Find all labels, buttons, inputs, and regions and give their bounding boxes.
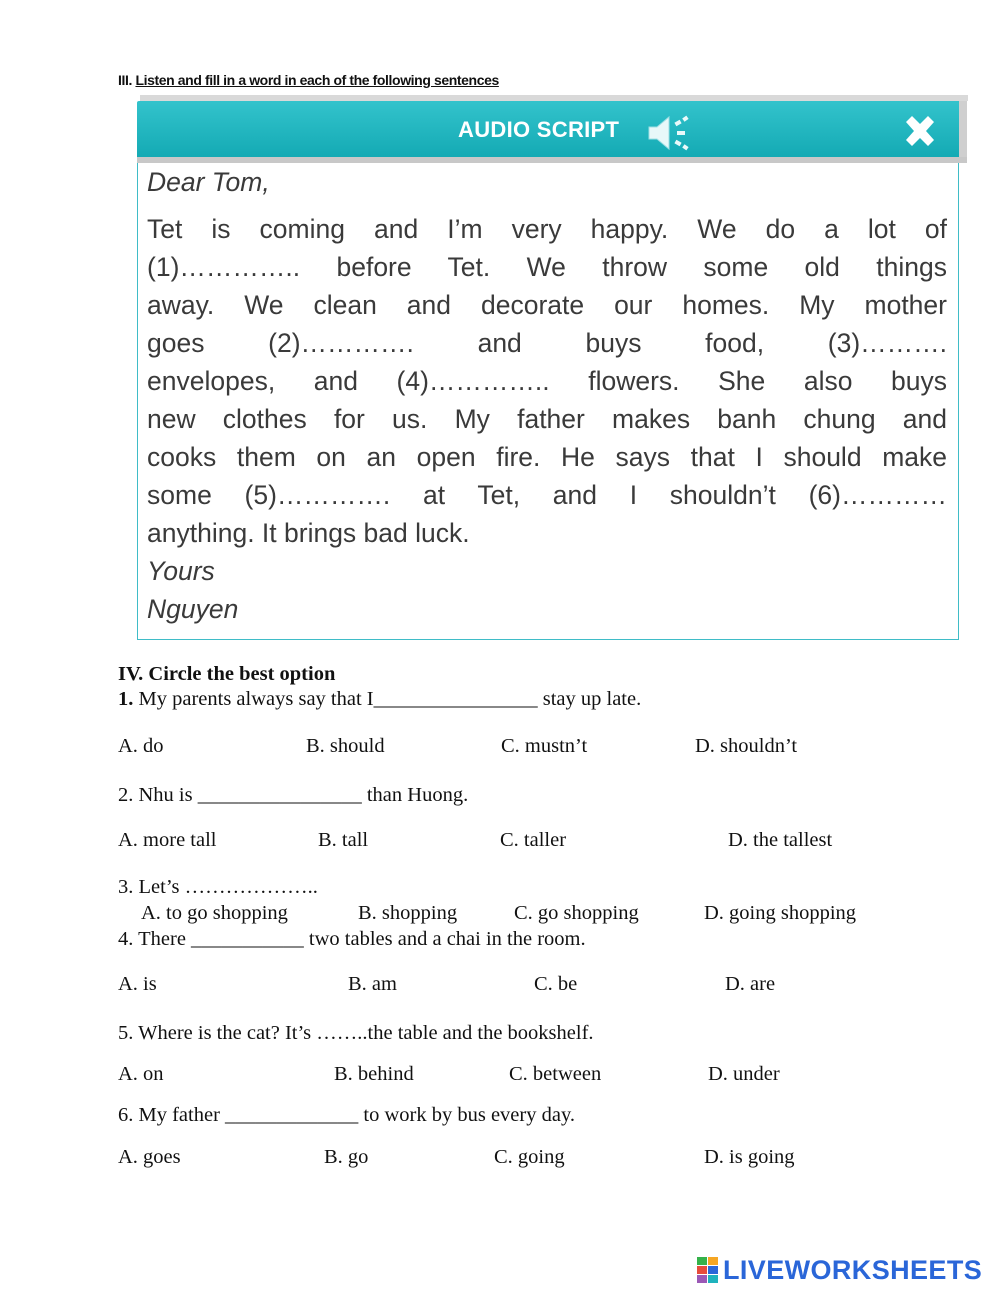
- option-1b[interactable]: B. should: [306, 735, 385, 757]
- option-4d[interactable]: D. are: [725, 973, 776, 995]
- option-6a[interactable]: A. goes: [118, 1146, 181, 1168]
- option-4b[interactable]: B. am: [348, 973, 397, 995]
- option-3b[interactable]: B. shopping: [358, 902, 458, 924]
- question-4: 4. There ___________ two tables and a chai in the room.: [118, 928, 586, 950]
- liveworksheets-logo[interactable]: [697, 1255, 982, 1285]
- option-1c[interactable]: C. mustn’t: [501, 735, 588, 757]
- liveworksheets-logo-icon: [697, 1257, 719, 1283]
- option-4a[interactable]: A. is: [118, 973, 157, 995]
- question-2: 2. Nhu is ________________ than Huong.: [118, 784, 469, 806]
- option-5c[interactable]: C. between: [509, 1063, 602, 1085]
- letter-body: [147, 210, 947, 552]
- section-3-number: III.: [118, 72, 132, 88]
- option-1a[interactable]: A. do: [118, 735, 164, 757]
- option-2c[interactable]: C. taller: [500, 829, 567, 851]
- letter-signature: Nguyen: [147, 594, 239, 624]
- question-3: 3. Let’s ………………..: [118, 876, 318, 898]
- question-5: 5. Where is the cat? It’s ……..the table and the bookshelf.: [118, 1022, 594, 1044]
- option-6c[interactable]: C. going: [494, 1146, 565, 1168]
- letter-line: Tet is coming and I’m very happy. We do a lot of: [147, 214, 947, 244]
- option-2d[interactable]: D. the tallest: [728, 829, 833, 851]
- option-6d[interactable]: D. is going: [704, 1146, 795, 1168]
- option-5d[interactable]: D. under: [708, 1063, 780, 1085]
- audio-card-title: AUDIO SCRIPT: [458, 117, 620, 142]
- letter-line: envelopes, and (4)………….. flowers. She also buys: [147, 366, 947, 396]
- question-1-text: My parents always say that I________________ stay up late.: [133, 688, 642, 710]
- close-icon[interactable]: [900, 112, 940, 150]
- option-2a[interactable]: A. more tall: [118, 829, 217, 851]
- letter-line: some (5)…………. at Tet, and I shouldn’t (6)…………: [147, 480, 947, 510]
- letter-greeting: Dear Tom,: [147, 167, 270, 197]
- option-3c[interactable]: C. go shopping: [514, 902, 639, 924]
- question-6: 6. My father _____________ to work by bus every day.: [118, 1104, 575, 1126]
- letter-line: (1)………….. before Tet. We throw some old things: [147, 252, 947, 282]
- liveworksheets-logo-text: LIVEWORKSHEETS: [723, 1254, 983, 1285]
- letter-line: new clothes for us. My father makes banh chung and: [147, 404, 947, 434]
- speaker-icon[interactable]: [645, 113, 695, 153]
- letter-line: away. We clean and decorate our homes. My mother: [147, 290, 947, 320]
- option-4c[interactable]: C. be: [534, 973, 578, 995]
- section-3-instruction: Listen and fill in a word in each of the following sentences: [135, 72, 499, 88]
- option-1d[interactable]: D. shouldn’t: [695, 735, 798, 757]
- question-1: [118, 688, 641, 711]
- option-6b[interactable]: B. go: [324, 1146, 369, 1168]
- section-3-heading: [118, 72, 499, 88]
- option-3d[interactable]: D. going shopping: [704, 902, 857, 924]
- section-4-title: IV. Circle the best option: [118, 663, 336, 685]
- letter-closing: Yours: [147, 556, 215, 586]
- option-3a[interactable]: A. to go shopping: [141, 902, 288, 924]
- option-5a[interactable]: A. on: [118, 1063, 164, 1085]
- option-5b[interactable]: B. behind: [334, 1063, 414, 1085]
- option-2b[interactable]: B. tall: [318, 829, 369, 851]
- letter-line: goes (2)…………. and buys food, (3)……….: [147, 328, 947, 358]
- letter-line: cooks them on an open fire. He says that I should make: [147, 442, 947, 472]
- question-1-number: 1.: [118, 688, 134, 710]
- letter-line: anything. It brings bad luck.: [147, 518, 470, 548]
